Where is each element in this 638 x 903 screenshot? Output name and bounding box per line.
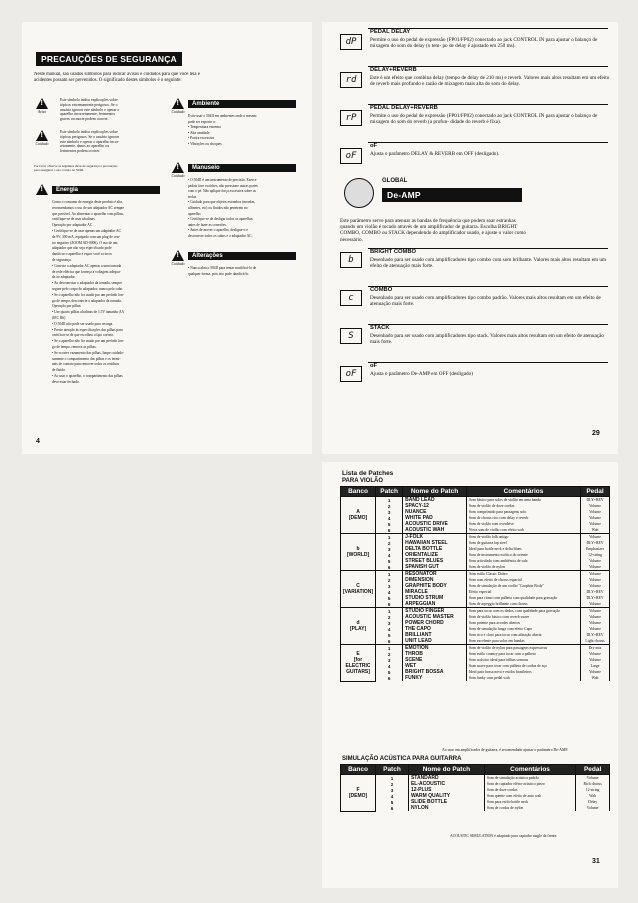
manuseio-cuidado-label: Cuidado	[171, 174, 185, 178]
bank-cell: b [WORLD]	[341, 534, 376, 571]
patch-comment: Som de violão folk antigo	[466, 534, 580, 541]
table-header-cell: Pedal	[581, 487, 610, 497]
patch-name: J-FOLK	[403, 534, 467, 541]
patch-comment: Som de violão básico com reverb suave	[466, 614, 580, 620]
patch-name: 12-PLUS	[408, 787, 484, 793]
patch-comment: Som quente com efeito de auto wah	[484, 793, 575, 799]
patch-comment: Som básico para solos de violão em uma banda	[466, 497, 580, 504]
effect-title-1: DELAY+REVERB	[370, 67, 417, 73]
effect-desc-3: Ajusta o parâmetro DELAY & REVERB em OFF (desligado).	[370, 151, 500, 157]
pedal-assign: 12-string	[581, 552, 610, 558]
patch-number: 5	[376, 799, 409, 805]
alteracoes-icon	[172, 250, 184, 261]
patch-name: ACOUSTIC DRIVE	[403, 521, 467, 527]
page-number-4: 4	[36, 438, 40, 445]
patch-comment: Som articulado com ambiência de sala	[466, 558, 580, 564]
patch-comment: Som de guitarra lap steel	[466, 540, 580, 546]
patch-comment: Som excelente para solos em bandas	[466, 638, 580, 645]
patch-name: UNIT LEAD	[403, 638, 467, 645]
amp-desc-3: Ajusta o parâmetro De-AMP em OFF (desligado)	[370, 371, 473, 377]
patch-number: 6	[376, 675, 403, 681]
pedal-assign: Delay	[576, 799, 610, 805]
patch-number: 1	[376, 775, 409, 782]
patch-name: POWER CHORD	[403, 620, 467, 626]
cuidado-label: Cuidado	[35, 142, 49, 146]
alteracoes-heading: Alterações	[188, 252, 296, 260]
patch-name: BAND LEAD	[403, 497, 467, 504]
patch-number: 3	[376, 620, 403, 626]
patch-name: NUANCE	[403, 509, 467, 515]
patch-name: WHITE PAD	[403, 515, 467, 521]
patch-number: 4	[376, 626, 403, 632]
patch-table-violao	[340, 486, 610, 682]
patch-number: 6	[376, 527, 403, 534]
aviso-label: Aviso	[37, 110, 47, 114]
amp-title-1: COMBO	[370, 287, 393, 293]
patch-number: 3	[376, 546, 403, 552]
table-header-row	[341, 765, 610, 775]
effect-desc-2: Permite o uso do pedal de expressão (FP01/FP02) conectado ao jack CONTROL IN para ajustar o balanço de mixagem do som do reverb (a profun- didade do reverb é fixa).	[370, 113, 598, 126]
amp-display-0: b	[340, 252, 362, 268]
manuseio-text: • O 504II é um instrumento de precisão. Exerce pedais face switches, não pressione outras partes com o pé. Não aplique força excessiva sobre as teclas. • Cuidado para que objetos estranhos (moedas, alfinetes, etc) ou fluidos não penetrem no aparelho. • Certifique-se de desligar todos os aparelhos antes de fazer as conexões. • Antes de mover o aparelho, desligue-o e desconecte todos os cabos e o adaptador AC.	[188, 178, 258, 238]
pedal-assign: DLY+REV	[581, 497, 610, 504]
global-icon	[344, 178, 374, 208]
pedal-assign: Volume	[581, 651, 610, 657]
effect-desc-1: Este é um efeito que combina delay (tempo de delay de 210 ms) e reverb. Valores mais altos resultam em um efeito de reverb mais profundo e razão de mixagem mais alta do som do delay.	[370, 75, 610, 88]
patch-comment: Efeito especial	[466, 589, 580, 595]
alteracoes-text: • Nunca abra o 504II para tentar modificá-lo de qualquer forma, pois isto pode danificá-lo.	[188, 266, 257, 276]
patch-number: 5	[376, 558, 403, 564]
acoustic-sim-title: SIMULAÇÃO ACÚSTICA PARA GUITARRA	[342, 756, 462, 762]
patch-number: 4	[376, 552, 403, 558]
patch-comment: Som de doze cordas	[484, 787, 575, 793]
pedal-assign: Volume	[576, 775, 610, 782]
safety-intro: Neste manual, são usados símbolos para indicar avisos e cuidados para que você leia e acidentes possam ser prevenidos. O significado destes símbolos é o seguinte:	[34, 72, 200, 83]
pedal-assign: Volume	[581, 521, 610, 527]
effect-display-3: oF	[340, 148, 362, 164]
patch-number: 2	[376, 651, 403, 657]
manuseio-icon	[172, 162, 184, 173]
patch-list-subtitle: PARA VIOLÃO	[342, 478, 384, 484]
patch-name: STANDARD	[408, 775, 484, 782]
patch-name: STUDIO STRUM	[403, 595, 467, 601]
pedal-assign: Large	[581, 663, 610, 669]
bank-cell: E [for ELECTRIC GUITARS]	[341, 645, 376, 682]
pedal-assign: Volume	[581, 583, 610, 589]
patch-number: 4	[376, 515, 403, 521]
page-31	[322, 462, 618, 888]
pedal-assign: Volume	[581, 564, 610, 571]
ambiente-cuidado-label: Cuidado	[171, 110, 185, 114]
energia-heading: Energia	[52, 186, 160, 194]
pedal-assign: DLY+REV	[581, 540, 610, 546]
patch-comment: Som estilo Classic Dobro	[466, 571, 580, 578]
table-header-cell: Banco	[341, 487, 376, 497]
effect-display-1: rd	[340, 72, 362, 88]
patch-name: MIRACLE	[403, 589, 467, 595]
effect-title-3: oF	[370, 143, 378, 149]
bank-cell: A [DEMO]	[341, 497, 376, 534]
patch-number: 2	[376, 503, 403, 509]
patch-number: 4	[376, 663, 403, 669]
patch-comment: Som funky com pedal wah	[466, 675, 580, 681]
patch-comment: Som para tocar com os dedos, com qualidade para gravação	[466, 608, 580, 615]
bank-cell: d [PLAY]	[341, 608, 376, 645]
patch-comment: Som com efeito de chorus espacial	[466, 577, 580, 583]
amp-title-2: STACK	[370, 325, 390, 331]
patch-number: 1	[376, 608, 403, 615]
patch-comment: Som de simulação longa com efeito Capo	[466, 626, 580, 632]
patch-name: HAWAIIAN STEEL	[403, 540, 467, 546]
amp-rule-3	[368, 362, 608, 363]
patch-name: EL-ACOUSTIC	[408, 781, 484, 787]
table-row	[341, 805, 610, 811]
alteracoes-cuidado-label: Cuidado	[171, 262, 185, 266]
pedal-assign: Wah	[576, 793, 610, 799]
de-amp-recommendation-note: Ao usar um amplificador de guitarra, é recomendado ajustar o parâmetro De-AMP.	[442, 748, 568, 752]
patch-number: 1	[376, 571, 403, 578]
patch-number: 2	[376, 540, 403, 546]
patch-number: 5	[376, 669, 403, 675]
patch-name: WET	[403, 663, 467, 669]
amp-display-1: c	[340, 290, 362, 306]
patch-name: BRILLIANT	[403, 632, 467, 638]
table-header-cell: Comentários	[484, 765, 575, 775]
patch-comment: Ideal para bossa nova e estilos brasileiros	[466, 669, 580, 675]
effect-desc-0: Permite o uso do pedal de expressão (FP01/FP02) conectado ao jack CONTROL IN para ajustar o balanço de mixagem do som do delay (o tem- po de delay é ajustado em 250 ms).	[370, 37, 598, 50]
pedal-assign: DLY+REV	[581, 632, 610, 638]
patch-comment: Som de captador elétro-acústico piezo	[484, 781, 575, 787]
patch-number: 3	[376, 787, 409, 793]
pedal-assign: Wah	[581, 527, 610, 534]
table-header-row	[341, 487, 610, 497]
patch-comment: Som potente para acordes abertos	[466, 620, 580, 626]
de-amp-heading: De-AMP	[382, 188, 522, 202]
patch-number: 5	[376, 521, 403, 527]
pedal-assign: Emphasizer	[581, 546, 610, 552]
table-header-cell: Nome do Patch	[408, 765, 484, 775]
patch-comment: Som de violão de nylon	[466, 564, 580, 571]
patch-number: 2	[376, 614, 403, 620]
pedal-assign: Volume	[581, 614, 610, 620]
bank-cell: F [DEMO]	[341, 775, 376, 812]
pedal-assign: Volume	[581, 503, 610, 509]
pedal-assign: Volume	[581, 509, 610, 515]
patch-name: BRIGHT BOSSA	[403, 669, 467, 675]
patch-list-title: Lista de Patches	[342, 470, 394, 477]
patch-comment: Som rico e claro para tocar com afinação aberta	[466, 632, 580, 638]
pedal-assign: Volume	[581, 515, 610, 521]
pedal-assign: Light chorus	[581, 638, 610, 645]
bank-cell: C [VARIATION]	[341, 571, 376, 608]
effect-display-2: rP	[340, 110, 362, 126]
effect-rule-3	[368, 142, 608, 143]
pedal-assign: Volume	[581, 571, 610, 578]
patch-name: FUNKY	[403, 675, 467, 681]
patch-number: 1	[376, 645, 403, 652]
patch-name: THROB	[403, 651, 467, 657]
patch-comment: Som suave para tocar com palheta de cordas de aço	[466, 663, 580, 669]
pedal-assign: Dry mix	[581, 645, 610, 652]
patch-name: ARPEGGIAN	[403, 601, 467, 608]
pedal-assign: Wah	[581, 675, 610, 681]
effect-display-0: dP	[340, 34, 362, 50]
effect-title-0: PEDAL DELAY	[370, 29, 411, 35]
amp-rule-2	[368, 324, 608, 325]
patch-name: THE CAPO	[403, 626, 467, 632]
patch-number: 3	[376, 509, 403, 515]
patch-number: 1	[376, 497, 403, 504]
patch-name: ACOUSTIC MASTER	[403, 614, 467, 620]
patch-name: SLIDE BOTTLE	[408, 799, 484, 805]
patch-number: 6	[376, 638, 403, 645]
patch-number: 1	[376, 534, 403, 541]
pedal-assign: Volume	[581, 626, 610, 632]
patch-number: 3	[376, 583, 403, 589]
patch-name: SPANISH GUT	[403, 564, 467, 571]
patch-number: 3	[376, 657, 403, 663]
pedal-assign: Volume	[581, 657, 610, 663]
amp-desc-2: Desenhado para ser usado com amplificadores tipo stack. Valores mais altos resultam em um efeito de atenuação mais forte.	[370, 333, 604, 346]
patch-comment: Som de chorus rico com delay e reverb	[466, 515, 580, 521]
patch-table-guitarra	[340, 764, 610, 812]
patch-comment: Som de arpeggio brilhante com chorus	[466, 601, 580, 608]
patch-comment: Som de simulação acústica padrão	[484, 775, 575, 782]
patch-name: STUDIO FINGER	[403, 608, 467, 615]
amp-rule-1	[368, 286, 608, 287]
amp-display-2: S	[340, 328, 362, 344]
patch-name: DIMENSION	[403, 577, 467, 583]
ambiente-heading: Ambiente	[188, 100, 296, 108]
patch-name: ORIENTALIZE	[403, 552, 467, 558]
patch-comment: Som de violão com overdrive	[466, 521, 580, 527]
safety-title: PRECAUÇÕES DE SEGURANÇA	[36, 52, 182, 66]
pedal-assign: DLY+REV	[581, 589, 610, 595]
acoustic-sim-note: ACOUSTIC SIMULATION é adaptado para captador single da frente.	[450, 834, 558, 838]
patch-number: 4	[376, 793, 409, 799]
pedal-assign: Volume	[581, 534, 610, 541]
patch-name: SCENE	[403, 657, 467, 663]
page-29	[322, 22, 618, 454]
patch-comment: Som de violão de nylon para passagens expressivas	[466, 645, 580, 652]
table-header-cell: Patch	[376, 765, 409, 775]
table-header-cell: Comentários	[466, 487, 580, 497]
amp-desc-0: Desenhado para ser usado com amplificadores tipo combo com som brilhante. Valores mais altos resultam em um efeito de atenuação mais forte.	[370, 257, 607, 270]
table-header-cell: Pedal	[576, 765, 610, 775]
patch-name: STREET BLUES	[403, 558, 467, 564]
patch-name: SPACY-12	[403, 503, 467, 509]
manuseio-heading: Manuseio	[188, 164, 296, 172]
table-header-cell: Nome do Patch	[403, 487, 467, 497]
patch-comment: Som de instrumento exótico do oriente	[466, 552, 580, 558]
patch-comment: Nova som de violão com efeito wah	[466, 527, 580, 534]
energia-text: Como o consumo de energia deste produto é alto, recomendamos o uso de um adaptador AC sempre que possível. Ao alimentar o aparelho com pilhas, certifique-se de usar alcalinas. Operação por adaptador AC • Certifique-se de usar apenas um adaptador AC de 9V, 300 mA, equipado com um plug de cen- tro negativo (ZOOM AD-0006). O uso de um adaptador que não seja especificado pode danificar o aparelho e expor você a riscos de segurança. • Conecte o adaptador AC apenas a uma tomada de rede elétrica que forneça a voltagem adequa- da ao adaptador. • Ao desconectar o adaptador da tomada, sempre segure pelo corpo do adaptador; nunca pelo cabo. • Se o aparelho não for usado por um período lon- go de tempo, desconecte o adaptador da tomada. Operação por pilhas • Use quatro pilhas alcalinas de 1.5V tamanho AA (IEC R6) • O 504II não pode ser usado para recarga. • Preste atenção às especificações das pilhas para certificar-se de que escolheu o tipo correto. • Se o aparelho não for usado por um período lon- go de tempo, remova as pilhas. • Se ocorrer vazamento das pilhas, limpe cuidado- samente o compartimento das pilhas e os termi- nais de contato para remover todos os resíduos de fluido. • Ao usar o aparelho, o compartimento das pilhas deve estar fechado.	[52, 200, 125, 384]
pedal-assign: 12-string	[576, 787, 610, 793]
patch-comment: Som para estilo bottle neck	[484, 799, 575, 805]
amp-display-3: oF	[340, 366, 362, 382]
pedal-assign: Volume	[581, 620, 610, 626]
table-header-cell: Patch	[376, 487, 403, 497]
pedal-assign: Volume	[581, 608, 610, 615]
ambiente-icon	[172, 98, 184, 109]
patch-number: 4	[376, 589, 403, 595]
patch-comment: Som de cordas de nylon	[484, 805, 575, 811]
pedal-assign: DLY+REV	[581, 595, 610, 601]
patch-comment: Ideal para bottle neck e delta blues	[466, 546, 580, 552]
patch-number: 5	[376, 632, 403, 638]
patch-name: EMOTION	[403, 645, 467, 652]
page-number-31: 31	[592, 858, 600, 865]
patch-number: 6	[376, 805, 409, 811]
patch-name: DELTA BOTTLE	[403, 546, 467, 552]
patch-comment: Som estilo country para tocar com a palheta	[466, 651, 580, 657]
caution-icon	[36, 130, 48, 141]
patch-comment: Som para ritmo com palheta com qualidade para gravação	[466, 595, 580, 601]
table-row	[341, 675, 610, 681]
patch-comment: Som de simulação de um violão "Graphite Body"	[466, 583, 580, 589]
pedal-assign: Volume	[581, 558, 610, 564]
energia-icon	[36, 184, 48, 195]
pedal-assign: Volume	[581, 601, 610, 608]
safety-small-note: Por favor observe as seguintes dicas de segurança e precauções para assegurar o uso correto do 504II.	[34, 164, 118, 173]
pedal-assign: Volume	[576, 805, 610, 811]
patch-name: NYLON	[408, 805, 484, 811]
de-amp-text: Este parâmetro serve para atenuar as bandas de frequência que podem soar estranhas quando um violão é tocado através de um amplificador de guitarra. Escolha BRIGHT COMBO, COMBO ou STACK dependendo do amplificador usado, e ajuste o valor como necessário.	[340, 218, 527, 243]
ambiente-text: Evite usar o 504II em ambientes onde o mesmo pode ser exposto a: • Temperatura extrema • Alta umidade • Poeira excessiva • Vibrações ou choques	[188, 114, 257, 146]
page-number-29: 29	[592, 430, 600, 437]
patch-number: 6	[376, 564, 403, 571]
patch-comment: Som acústico ideal para trilhas sonoras	[466, 657, 580, 663]
patch-comment: Som comprimido para passagens solo	[466, 509, 580, 515]
pedal-assign: Volume	[581, 669, 610, 675]
patch-number: 6	[376, 601, 403, 608]
warning-icon	[36, 98, 48, 109]
patch-number: 2	[376, 577, 403, 583]
amp-desc-1: Desenhado para ser usado com amplificadores tipo combo padrão. Valores mais altos resultam em um efeito de atenuação mais forte.	[370, 295, 601, 308]
pedal-assign: Volume	[581, 577, 610, 583]
patch-number: 2	[376, 781, 409, 787]
amp-title-3: oF	[370, 363, 378, 369]
patch-name: RESONATOR	[403, 571, 467, 578]
global-label: GLOBAL	[382, 178, 408, 184]
pedal-assign: Rich chorus	[576, 781, 610, 787]
patch-comment: Som de violão de doze cordas	[466, 503, 580, 509]
table-header-cell: Banco	[341, 765, 376, 775]
cuidado-text: Este símbolo indica explicações sobre tópicos perigosos. Se o usuário ignorar este símbolo e operar o aparelho incor- retamente, danos ao aparelho ou ferimentos podem ocorrer.	[60, 130, 120, 154]
page-4	[22, 22, 312, 454]
patch-number: 5	[376, 595, 403, 601]
patch-name: GRAPHITE BODY	[403, 583, 467, 589]
patch-name: WARM QUALITY	[408, 793, 484, 799]
amp-title-0: BRIGHT COMBO	[370, 249, 417, 255]
aviso-text: Este símbolo indica explicações sobre tópicos extremamente perigosos. Se o usuário ignorar este símbolo e operar o aparelho incorretamente, ferimentos graves ou morte podem ocorrer.	[60, 98, 120, 122]
patch-name: ACOUSTIC WAH	[403, 527, 467, 534]
effect-title-2: PEDAL DELAY+REVERB	[370, 105, 438, 111]
